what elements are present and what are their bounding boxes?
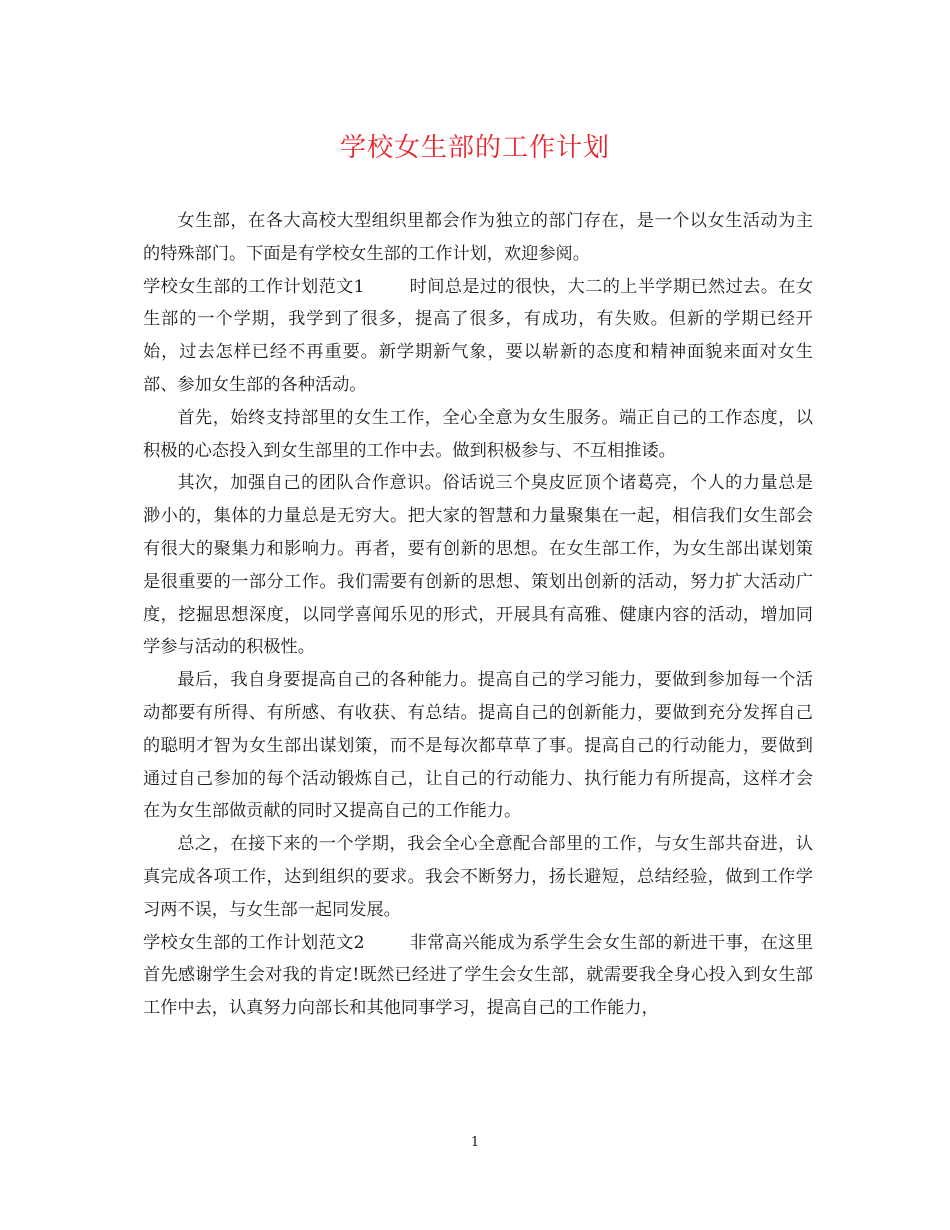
paragraph-text: 时间总是过的很快，大二的上半学期已然过去。在女生部的一个学期，我学到了很多，提高了很多，有成功，有失败。但新的学期已经开始，过去怎样已经不再重要。新学期新气象，要以崭新的态度和精神面貌来面对女生部、参加女生部的各种活动。: [143, 276, 814, 395]
paragraph-text: 首先，始终支持部里的女生工作，全心全意为女生服务。端正自己的工作态度，以积极的心态投入到女生部里的工作中去。做到积极参与、不互相推诿。: [143, 407, 813, 461]
paragraph-sample-2: [143, 927, 813, 1025]
paragraph-text: 女生部，在各大高校大型组织里都会作为独立的部门存在，是一个以女生活动为主的特殊部门。下面是有学校女生部的工作计划，欢迎参阅。: [143, 211, 813, 264]
page-number: 1: [470, 1135, 480, 1150]
paragraph-text: 最后，我自身要提高自己的各种能力。提高自己的学习能力，要做到参加每一个活动都要有所得、有所感、有收获、有总结。提高自己的创新能力，要做到充分发挥自己的聪明才智为女生部出谋划策，而不是每次都草草了事。提高自己的行动能力，要做到通过自己参加的每个活动锻炼自己，让自己的行动能力、执行能力有所提高，这样才会在为女生部做贡献的同时又提高自己的工作能力。: [143, 670, 813, 822]
section-heading: 学校女生部的工作计划范文2: [143, 932, 365, 953]
section-heading: 学校女生部的工作计划范文1: [143, 276, 365, 297]
paragraph-text: 非常高兴能成为系学生会女生部的新进干事，在这里首先感谢学生会对我的肯定!既然已经进了学生会女生部，就需要我全身心投入到女生部工作中去，认真努力向部长和其他同事学习，提高自己的工作能力，: [143, 932, 814, 1019]
paragraph-second: [143, 467, 813, 664]
paragraph-text: 总之，在接下来的一个学期，我会全心全意配合部里的工作，与女生部共奋进，认真完成各项工作，达到组织的要求。我会不断努力，扬长避短，总结经验，做到工作学习两不误，与女生部一起同发展。: [143, 834, 813, 920]
document-title: 学校女生部的工作计划: [339, 133, 610, 163]
paragraph-text: 其次，加强自己的团队合作意识。俗话说三个臭皮匠顶个诸葛亮，个人的力量总是渺小的，集体的力量总是无穷大。把大家的智慧和力量聚集在一起，相信我们女生部会有很大的聚集力和影响力。再者，要有创新的思想。在女生部工作，为女生部出谋划策是很重要的一部分工作。我们需要有创新的思想、策划出创新的活动，努力扩大活动广度，挖掘思想深度，以同学喜闻乐见的形式，开展具有高雅、健康内容的活动，增加同学参与活动的积极性。: [143, 473, 813, 658]
paragraph-last: [143, 664, 813, 828]
paragraph-first: [143, 402, 813, 468]
paragraph-summary: [143, 828, 813, 926]
paragraph-intro: [143, 205, 813, 271]
paragraph-sample-1: [143, 271, 813, 402]
document-body: [143, 205, 813, 1025]
